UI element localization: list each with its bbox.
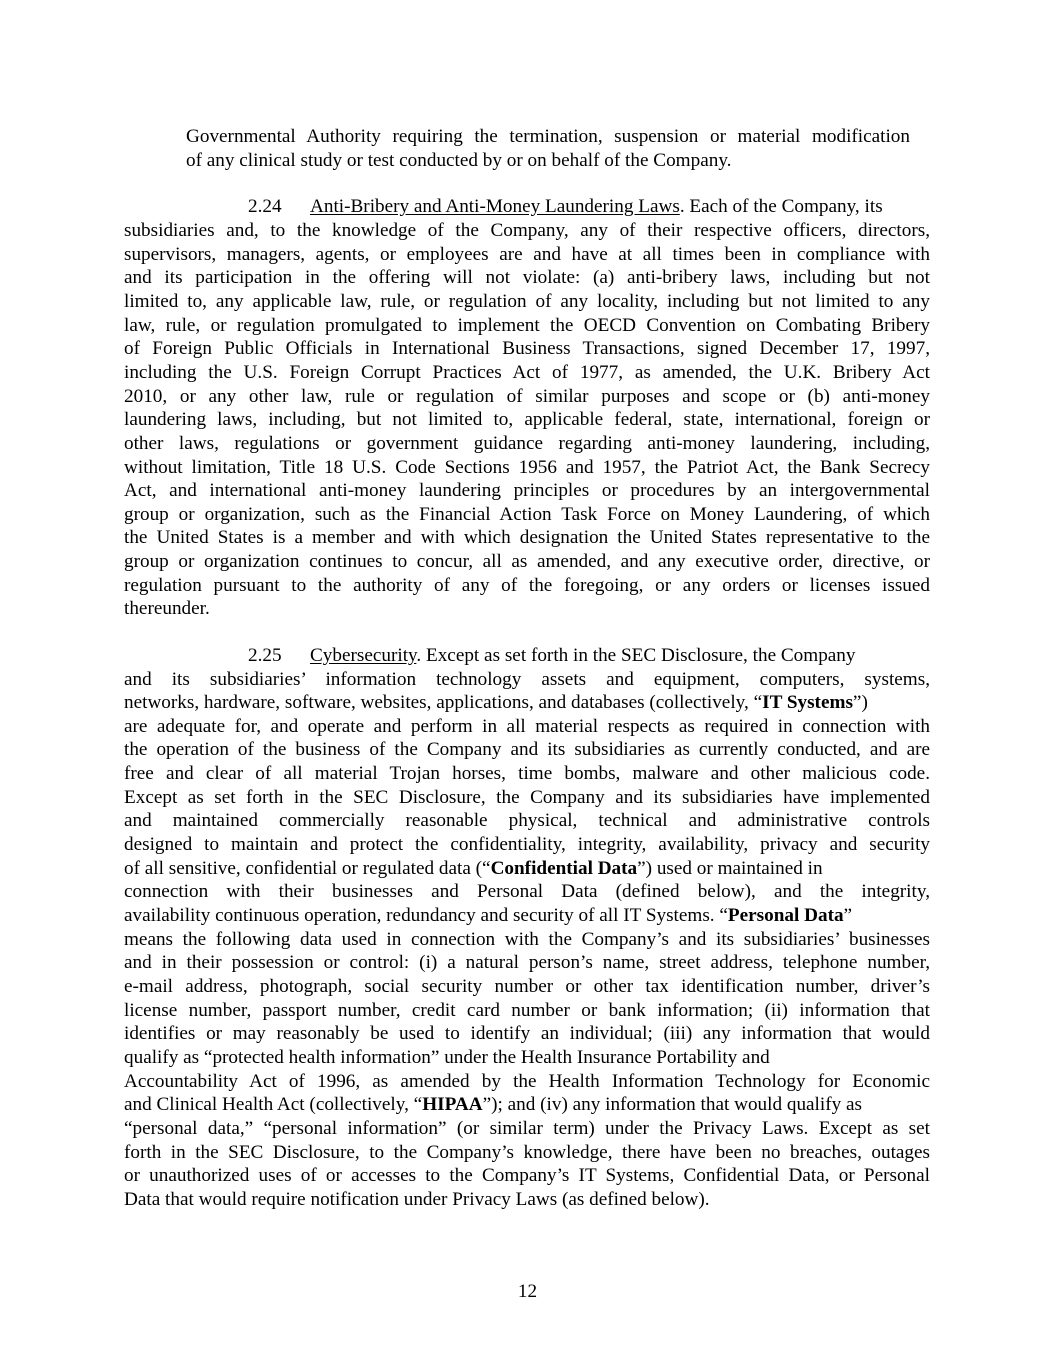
paragraph-line: identifies or may reasonably be used to identify an individual; (iii) any information that would bbox=[124, 1023, 930, 1044]
paragraph-line: including the U.S. Foreign Corrupt Practices Act of 1977, as amended, the U.K. Bribery Act bbox=[124, 361, 930, 383]
defined-term: HIPAA bbox=[422, 1094, 483, 1115]
paragraph-line: and in their possession or control: (i) a natural person’s name, street address, telephone number, bbox=[124, 952, 930, 973]
continuation-line: Governmental Authority requiring the termination, suspension or material modification bbox=[186, 126, 910, 147]
paragraph-line: Except as set forth in the SEC Disclosure, the Company and its subsidiaries have implemented bbox=[124, 787, 930, 808]
paragraph-line: and maintained commercially reasonable physical, technical and administrative controls bbox=[124, 810, 930, 831]
section-heading: Anti-Bribery and Anti-Money Laundering Laws bbox=[310, 196, 680, 217]
text: availability continuous operation, redundancy and security of all IT Systems. “ bbox=[124, 905, 728, 926]
paragraph-line bbox=[124, 691, 868, 715]
paragraph-line: Act, and international anti-money laundering principles or procedures by an intergovernmental bbox=[124, 480, 930, 502]
section-text: . Except as set forth in the SEC Disclosure, the Company bbox=[416, 645, 856, 666]
paragraph-line: the operation of the business of the Company and its subsidiaries as currently conducted, and are bbox=[124, 739, 930, 760]
section-text: . Each of the Company, its bbox=[679, 196, 883, 217]
page-number: 12 bbox=[517, 1281, 538, 1302]
section-heading: Cybersecurity bbox=[310, 645, 417, 666]
paragraph-line: and its subsidiaries’ information technology assets and equipment, computers, systems, bbox=[124, 669, 930, 690]
paragraph-line: are adequate for, and operate and perform in all material respects as required in connection with bbox=[124, 716, 930, 737]
paragraph-line: Accountability Act of 1996, as amended by the Health Information Technology for Economic bbox=[124, 1071, 930, 1092]
paragraph-line: or unauthorized uses of or accesses to the Company’s IT Systems, Confidential Data, or Personal bbox=[124, 1165, 930, 1186]
paragraph-line: of Foreign Public Officials in International Business Transactions, signed December 17, 1997, bbox=[124, 338, 930, 360]
paragraph-line: designed to maintain and protect the confidentiality, integrity, availability, privacy and security bbox=[124, 834, 930, 855]
defined-term: Personal Data bbox=[727, 905, 844, 926]
paragraph-line: e-mail address, photograph, social security number or other tax identification number, driver’s bbox=[124, 976, 930, 997]
paragraph-line: qualify as “protected health information” under the Health Insurance Portability and bbox=[124, 1047, 770, 1068]
paragraph-line bbox=[124, 857, 823, 881]
paragraph-line: supervisors, managers, agents, or employees are and have at all times been in compliance with bbox=[124, 243, 930, 265]
paragraph-line: group or organization continues to concur, all as amended, and any executive order, directive, or bbox=[124, 551, 930, 573]
defined-term: IT Systems bbox=[762, 692, 853, 713]
text: ”) used or maintained in bbox=[637, 858, 823, 879]
paragraph-line: the United States is a member and with which designation the United States representative to the bbox=[124, 527, 930, 549]
paragraph-line: means the following data used in connection with the Company’s and its subsidiaries’ businesses bbox=[124, 929, 930, 950]
text: of all sensitive, confidential or regulated data (“ bbox=[124, 858, 491, 879]
paragraph-line: forth in the SEC Disclosure, to the Company’s knowledge, there have been no breaches, outages bbox=[124, 1142, 930, 1163]
paragraph-line: other laws, regulations or government guidance regarding anti-money laundering, including, bbox=[124, 432, 930, 454]
section-2-24-first-line bbox=[248, 195, 883, 219]
paragraph-line: thereunder. bbox=[124, 598, 210, 620]
paragraph-line: without limitation, Title 18 U.S. Code Sections 1956 and 1957, the Patriot Act, the Bank Secrecy bbox=[124, 456, 930, 478]
text: networks, hardware, software, websites, applications, and databases (collectively, “ bbox=[124, 692, 763, 713]
section-number: 2.24 bbox=[248, 196, 282, 217]
paragraph-line bbox=[124, 904, 852, 928]
section-2-25-first-line bbox=[248, 644, 856, 668]
paragraph-line: limited to, any applicable law, rule, or regulation of any locality, including but not limited to any bbox=[124, 290, 930, 312]
paragraph-line: laundering laws, including, but not limited to, applicable federal, state, international, foreign or bbox=[124, 409, 930, 431]
paragraph-line: and its participation in the offering will not violate: (a) anti-bribery laws, including but not bbox=[124, 267, 930, 289]
text: ”); and (iv) any information that would qualify as bbox=[482, 1094, 862, 1115]
paragraph-line: Data that would require notification under Privacy Laws (as defined below). bbox=[124, 1189, 710, 1210]
defined-term: Confidential Data bbox=[490, 858, 638, 879]
section-number: 2.25 bbox=[248, 645, 282, 666]
paragraph-line: 2010, or any other law, rule or regulation of similar purposes and scope or (b) anti-money bbox=[124, 385, 930, 407]
paragraph-line: group or organization, such as the Financial Action Task Force on Money Laundering, of which bbox=[124, 503, 930, 525]
text: ” bbox=[843, 905, 853, 926]
paragraph-line: law, rule, or regulation promulgated to implement the OECD Convention on Combating Bribery bbox=[124, 314, 930, 336]
paragraph-line: connection with their businesses and Personal Data (defined below), and the integrity, bbox=[124, 881, 930, 902]
paragraph-line: “personal data,” “personal information” (or similar term) under the Privacy Laws. Except as set bbox=[124, 1118, 930, 1139]
paragraph-line: free and clear of all material Trojan horses, time bombs, malware and other malicious code. bbox=[124, 763, 930, 784]
continuation-line: of any clinical study or test conducted by or on behalf of the Company. bbox=[186, 150, 732, 171]
text: ”) bbox=[852, 692, 868, 713]
paragraph-line bbox=[124, 1093, 862, 1117]
paragraph-line: subsidiaries and, to the knowledge of the Company, any of their respective officers, directors, bbox=[124, 220, 930, 241]
paragraph-line: license number, passport number, credit card number or bank information; (ii) information that bbox=[124, 1000, 930, 1021]
paragraph-line: regulation pursuant to the authority of any of the foregoing, or any orders or licenses issued bbox=[124, 574, 930, 596]
text: and Clinical Health Act (collectively, “ bbox=[124, 1094, 423, 1115]
